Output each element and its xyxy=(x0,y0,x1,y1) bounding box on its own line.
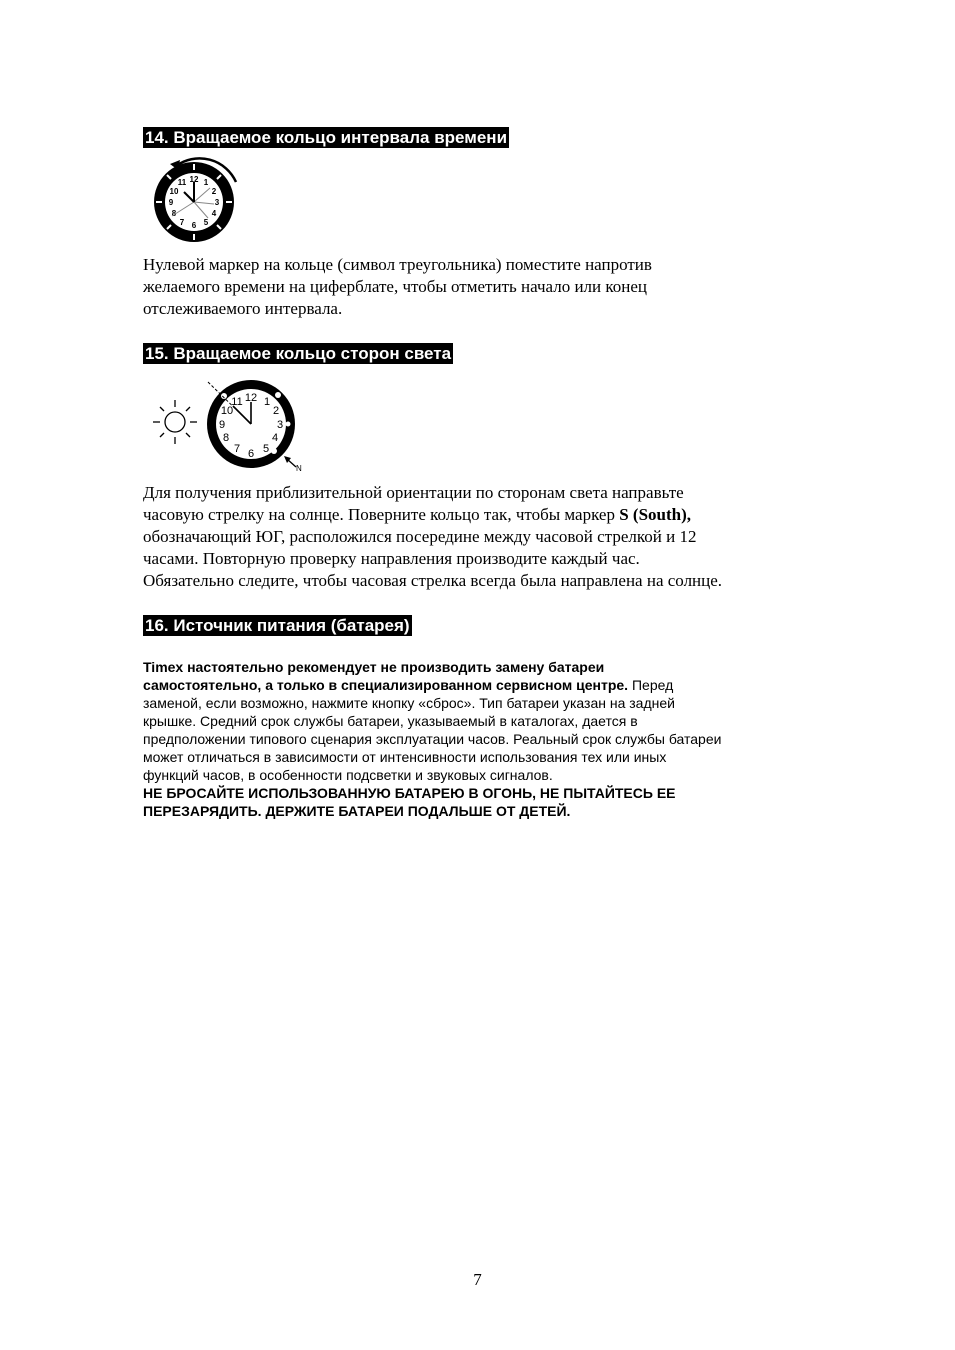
section-15-body xyxy=(143,482,823,592)
svg-text:11: 11 xyxy=(177,178,187,187)
body-line: может отличаться в зависимости от интенсивности использования тех или иных xyxy=(143,749,667,765)
body-line: обозначающий ЮГ, расположился посередине между часовой стрелкой и 12 xyxy=(143,527,697,546)
svg-text:7: 7 xyxy=(233,443,241,455)
body-line: часами. Повторную проверку направления производите каждый час. xyxy=(143,549,640,568)
svg-text:5: 5 xyxy=(203,218,209,227)
body-line: отслеживаемого интервала. xyxy=(143,299,343,318)
south-marker-text: S (South), xyxy=(619,505,692,524)
svg-text:7: 7 xyxy=(179,218,185,227)
svg-text:2: 2 xyxy=(272,405,280,417)
svg-text:11: 11 xyxy=(231,396,243,408)
section-15-heading: 15. Вращаемое кольцо сторон света xyxy=(145,344,452,363)
warning-line: ПЕРЕЗАРЯДИТЬ. ДЕРЖИТЕ БАТАРЕИ ПОДАЛЬШЕ ОТ ДЕТЕЙ. xyxy=(143,803,571,819)
svg-text:10: 10 xyxy=(169,187,179,196)
svg-text:12: 12 xyxy=(244,392,258,404)
interval-ring-watch-illustration xyxy=(148,154,244,246)
svg-text:2: 2 xyxy=(211,187,217,196)
body-line: желаемого времени на циферблате, чтобы отметить начало или конец xyxy=(143,277,648,296)
svg-text:12: 12 xyxy=(189,175,199,184)
svg-text:8: 8 xyxy=(171,209,177,218)
body-text: Перед xyxy=(628,677,674,693)
svg-text:4: 4 xyxy=(271,432,279,444)
svg-text:6: 6 xyxy=(247,448,255,460)
svg-text:1: 1 xyxy=(203,178,209,187)
svg-text:1: 1 xyxy=(263,396,271,408)
warning-line: НЕ БРОСАЙТЕ ИСПОЛЬЗОВАННУЮ БАТАРЕЮ В ОГОНЬ, НЕ ПЫТАЙТЕСЬ ЕЕ xyxy=(143,785,676,801)
compass-ring-watch-illustration xyxy=(150,378,310,474)
body-line: функций часов, в особенности подсветки и звуковых сигналов. xyxy=(143,767,553,783)
body-text: часовую стрелку на солнце. Поверните кольцо так, чтобы маркер xyxy=(143,505,620,524)
svg-text:3: 3 xyxy=(276,419,284,431)
svg-text:9: 9 xyxy=(168,198,174,207)
body-line: Для получения приблизительной ориентации по сторонам света направьте xyxy=(143,483,684,502)
body-line xyxy=(143,676,823,694)
svg-text:5: 5 xyxy=(262,443,270,455)
section-16-heading: 16. Источник питания (батарея) xyxy=(145,616,410,635)
body-line: Нулевой маркер на кольце (символ треугольника) поместите напротив xyxy=(143,255,652,274)
north-label: N xyxy=(296,464,302,473)
sun-icon xyxy=(153,400,197,444)
section-14-body xyxy=(143,254,823,320)
body-line xyxy=(143,504,823,526)
page-number: 7 xyxy=(473,1270,482,1289)
svg-text:8: 8 xyxy=(222,432,230,444)
section-16-body xyxy=(143,658,823,820)
recommendation-text: самостоятельно, а только в специализированном сервисном центре. xyxy=(143,677,629,693)
body-line: Обязательно следите, чтобы часовая стрелка всегда была направлена на солнце. xyxy=(143,571,723,590)
svg-text:10: 10 xyxy=(220,405,234,417)
svg-text:9: 9 xyxy=(218,419,226,431)
svg-text:4: 4 xyxy=(211,209,217,218)
body-line: крышке. Средний срок службы батареи, указываемый в каталогах, дается в xyxy=(143,713,638,729)
body-line: заменой, если возможно, нажмите кнопку «сброс». Тип батареи указан на задней xyxy=(143,695,675,711)
svg-text:6: 6 xyxy=(191,221,197,230)
recommendation-line: Timex настоятельно рекомендует не производить замену батареи xyxy=(143,659,605,675)
body-line: предположении типового сценария эксплуатации часов. Реальный срок службы батареи xyxy=(143,731,722,747)
svg-text:3: 3 xyxy=(214,198,220,207)
section-14-heading: 14. Вращаемое кольцо интервала времени xyxy=(145,128,508,147)
